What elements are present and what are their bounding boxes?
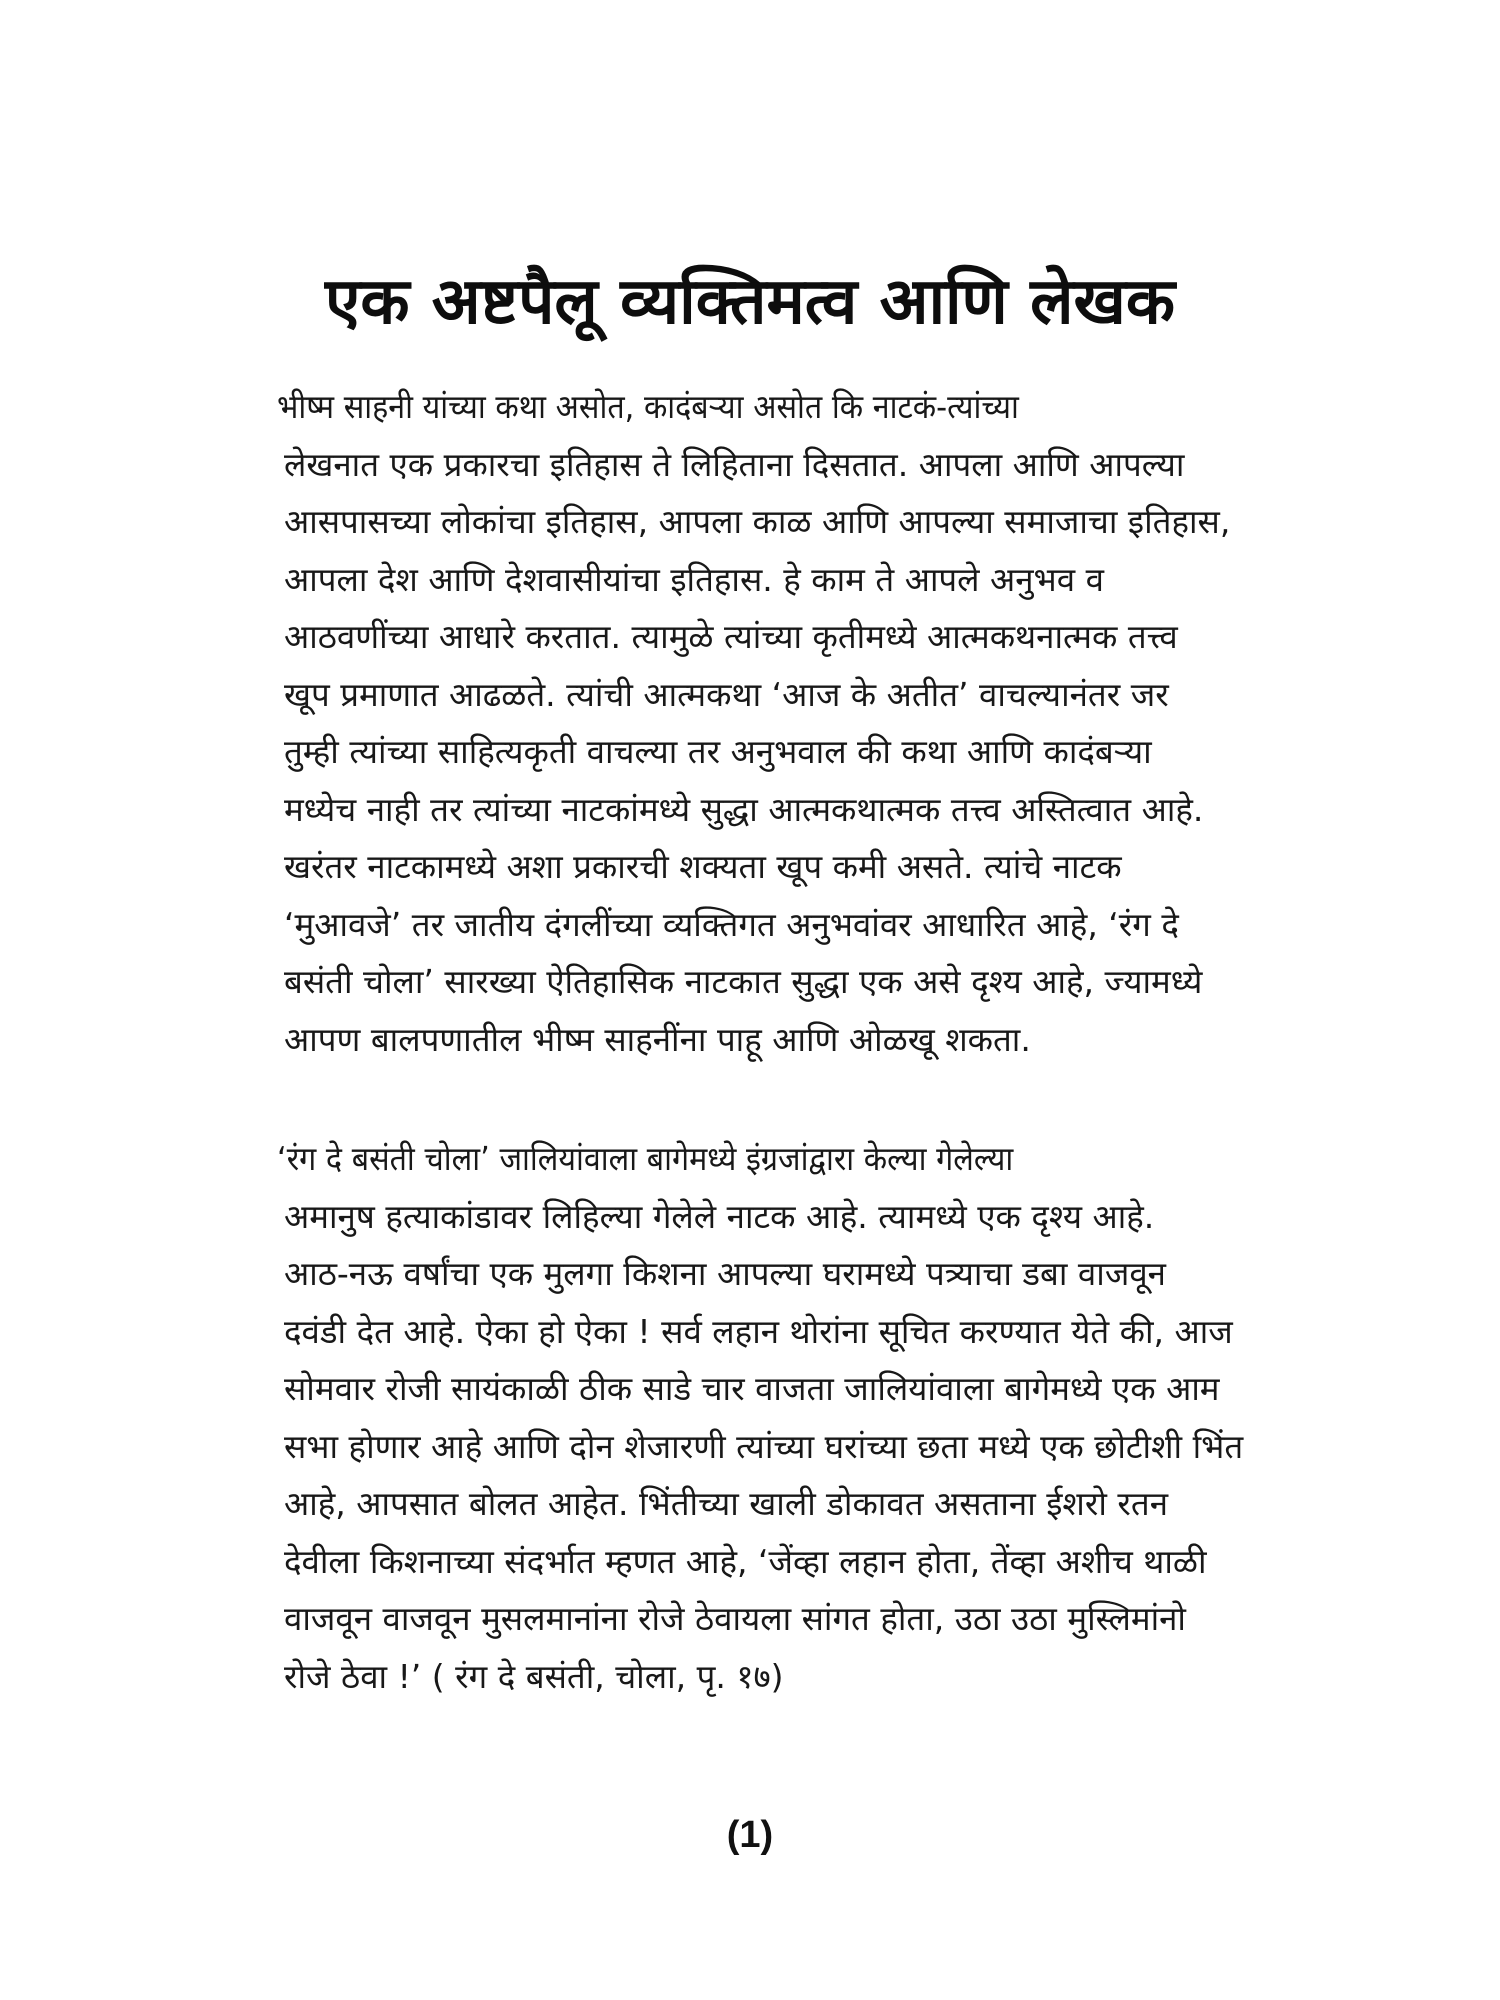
- text-line: भीष्म साहनी यांच्या कथा असोत, कादंबऱ्या असोत कि नाटकं-त्यांच्या: [277, 387, 1019, 426]
- text-line: ‘रंग दे बसंती चोला’ जालियांवाला बागेमध्ये इंग्रजांद्वारा केल्या गेलेल्या: [277, 1139, 1014, 1178]
- text-line: देवीला किशनाच्या संदर्भात म्हणत आहे, ‘जेंव्हा लहान होता, तेंव्हा अशीच थाळी: [284, 1541, 1207, 1581]
- text-line: खरंतर नाटकामध्ये अशा प्रकारची शक्यता खूप कमी असते. त्यांचे नाटक: [284, 847, 1122, 886]
- text-line: आठ-नऊ वर्षांचा एक मुलगा किशना आपल्या घरामध्ये पत्र्याचा डबा वाजवून: [284, 1254, 1166, 1293]
- paragraph-2: [196, 1130, 1304, 1705]
- page-number: (1): [726, 1814, 774, 1856]
- text-line: वाजवून वाजवून मुसलमानांना रोजे ठेवायला सांगत होता, उठा उठा मुस्लिमांनो: [284, 1599, 1186, 1638]
- text-line: मध्येच नाही तर त्यांच्या नाटकांमध्ये सुद्धा आत्मकथात्मक तत्त्व अस्तित्वात आहे.: [284, 789, 1204, 829]
- text-line: आपला देश आणि देशवासीयांचा इतिहास. हे काम ते आपले अनुभव व: [284, 559, 1104, 599]
- text-line: दवंडी देत आहे. ऐका हो ऐका ! सर्व लहान थोरांना सूचित करण्यात येते की, आज: [284, 1311, 1233, 1351]
- text-line: अमानुष हत्याकांडावर लिहिल्या गेलेले नाटक आहे. त्यामध्ये एक दृश्य आहे.: [284, 1196, 1155, 1236]
- text-line: खूप प्रमाणात आढळते. त्यांची आत्मकथा ‘आज के अतीत’ वाचल्यानंतर जर: [284, 674, 1169, 714]
- text-line: आसपासच्या लोकांचा इतिहास, आपला काळ आणि आपल्या समाजाचा इतिहास,: [284, 502, 1231, 541]
- text-line: आहे, आपसात बोलत आहेत. भिंतीच्या खाली डोकावत असताना ईशरो रतन: [284, 1484, 1169, 1523]
- text-line: तुम्ही त्यांच्या साहित्यकृती वाचल्या तर अनुभवाल की कथा आणि कादंबऱ्या: [284, 732, 1152, 771]
- text-line: आपण बालपणातील भीष्म साहनींना पाहू आणि ओळखू शकता.: [284, 1019, 1031, 1059]
- paragraph-1: [196, 378, 1304, 1068]
- text-line: रोजे ठेवा !’ ( रंग दे बसंती, चोला, पृ. १७): [284, 1656, 784, 1696]
- text-line: ‘मुआवजे’ तर जातीय दंगलींच्या व्यक्तिगत अनुभवांवर आधारित आहे, ‘रंग दे: [284, 904, 1179, 944]
- text-line: आठवणींच्या आधारे करतात. त्यामुळे त्यांच्या कृतीमध्ये आत्मकथनात्मक तत्त्व: [284, 617, 1178, 656]
- text-line: सोमवार रोजी सायंकाळी ठीक साडे चार वाजता जालियांवाला बागेमध्ये एक आम: [284, 1369, 1220, 1408]
- text-line: सभा होणार आहे आणि दोन शेजारणी त्यांच्या घरांच्या छता मध्ये एक छोटीशी भिंत: [284, 1426, 1244, 1466]
- text-line: बसंती चोला’ सारख्या ऐतिहासिक नाटकात सुद्धा एक असे दृश्य आहे, ज्यामध्ये: [284, 962, 1203, 1001]
- text-line: लेखनात एक प्रकारचा इतिहास ते लिहिताना दिसतात. आपला आणि आपल्या: [284, 444, 1185, 484]
- page-title: एक अष्टपैलू व्यक्तिमत्व आणि लेखक: [324, 265, 1176, 339]
